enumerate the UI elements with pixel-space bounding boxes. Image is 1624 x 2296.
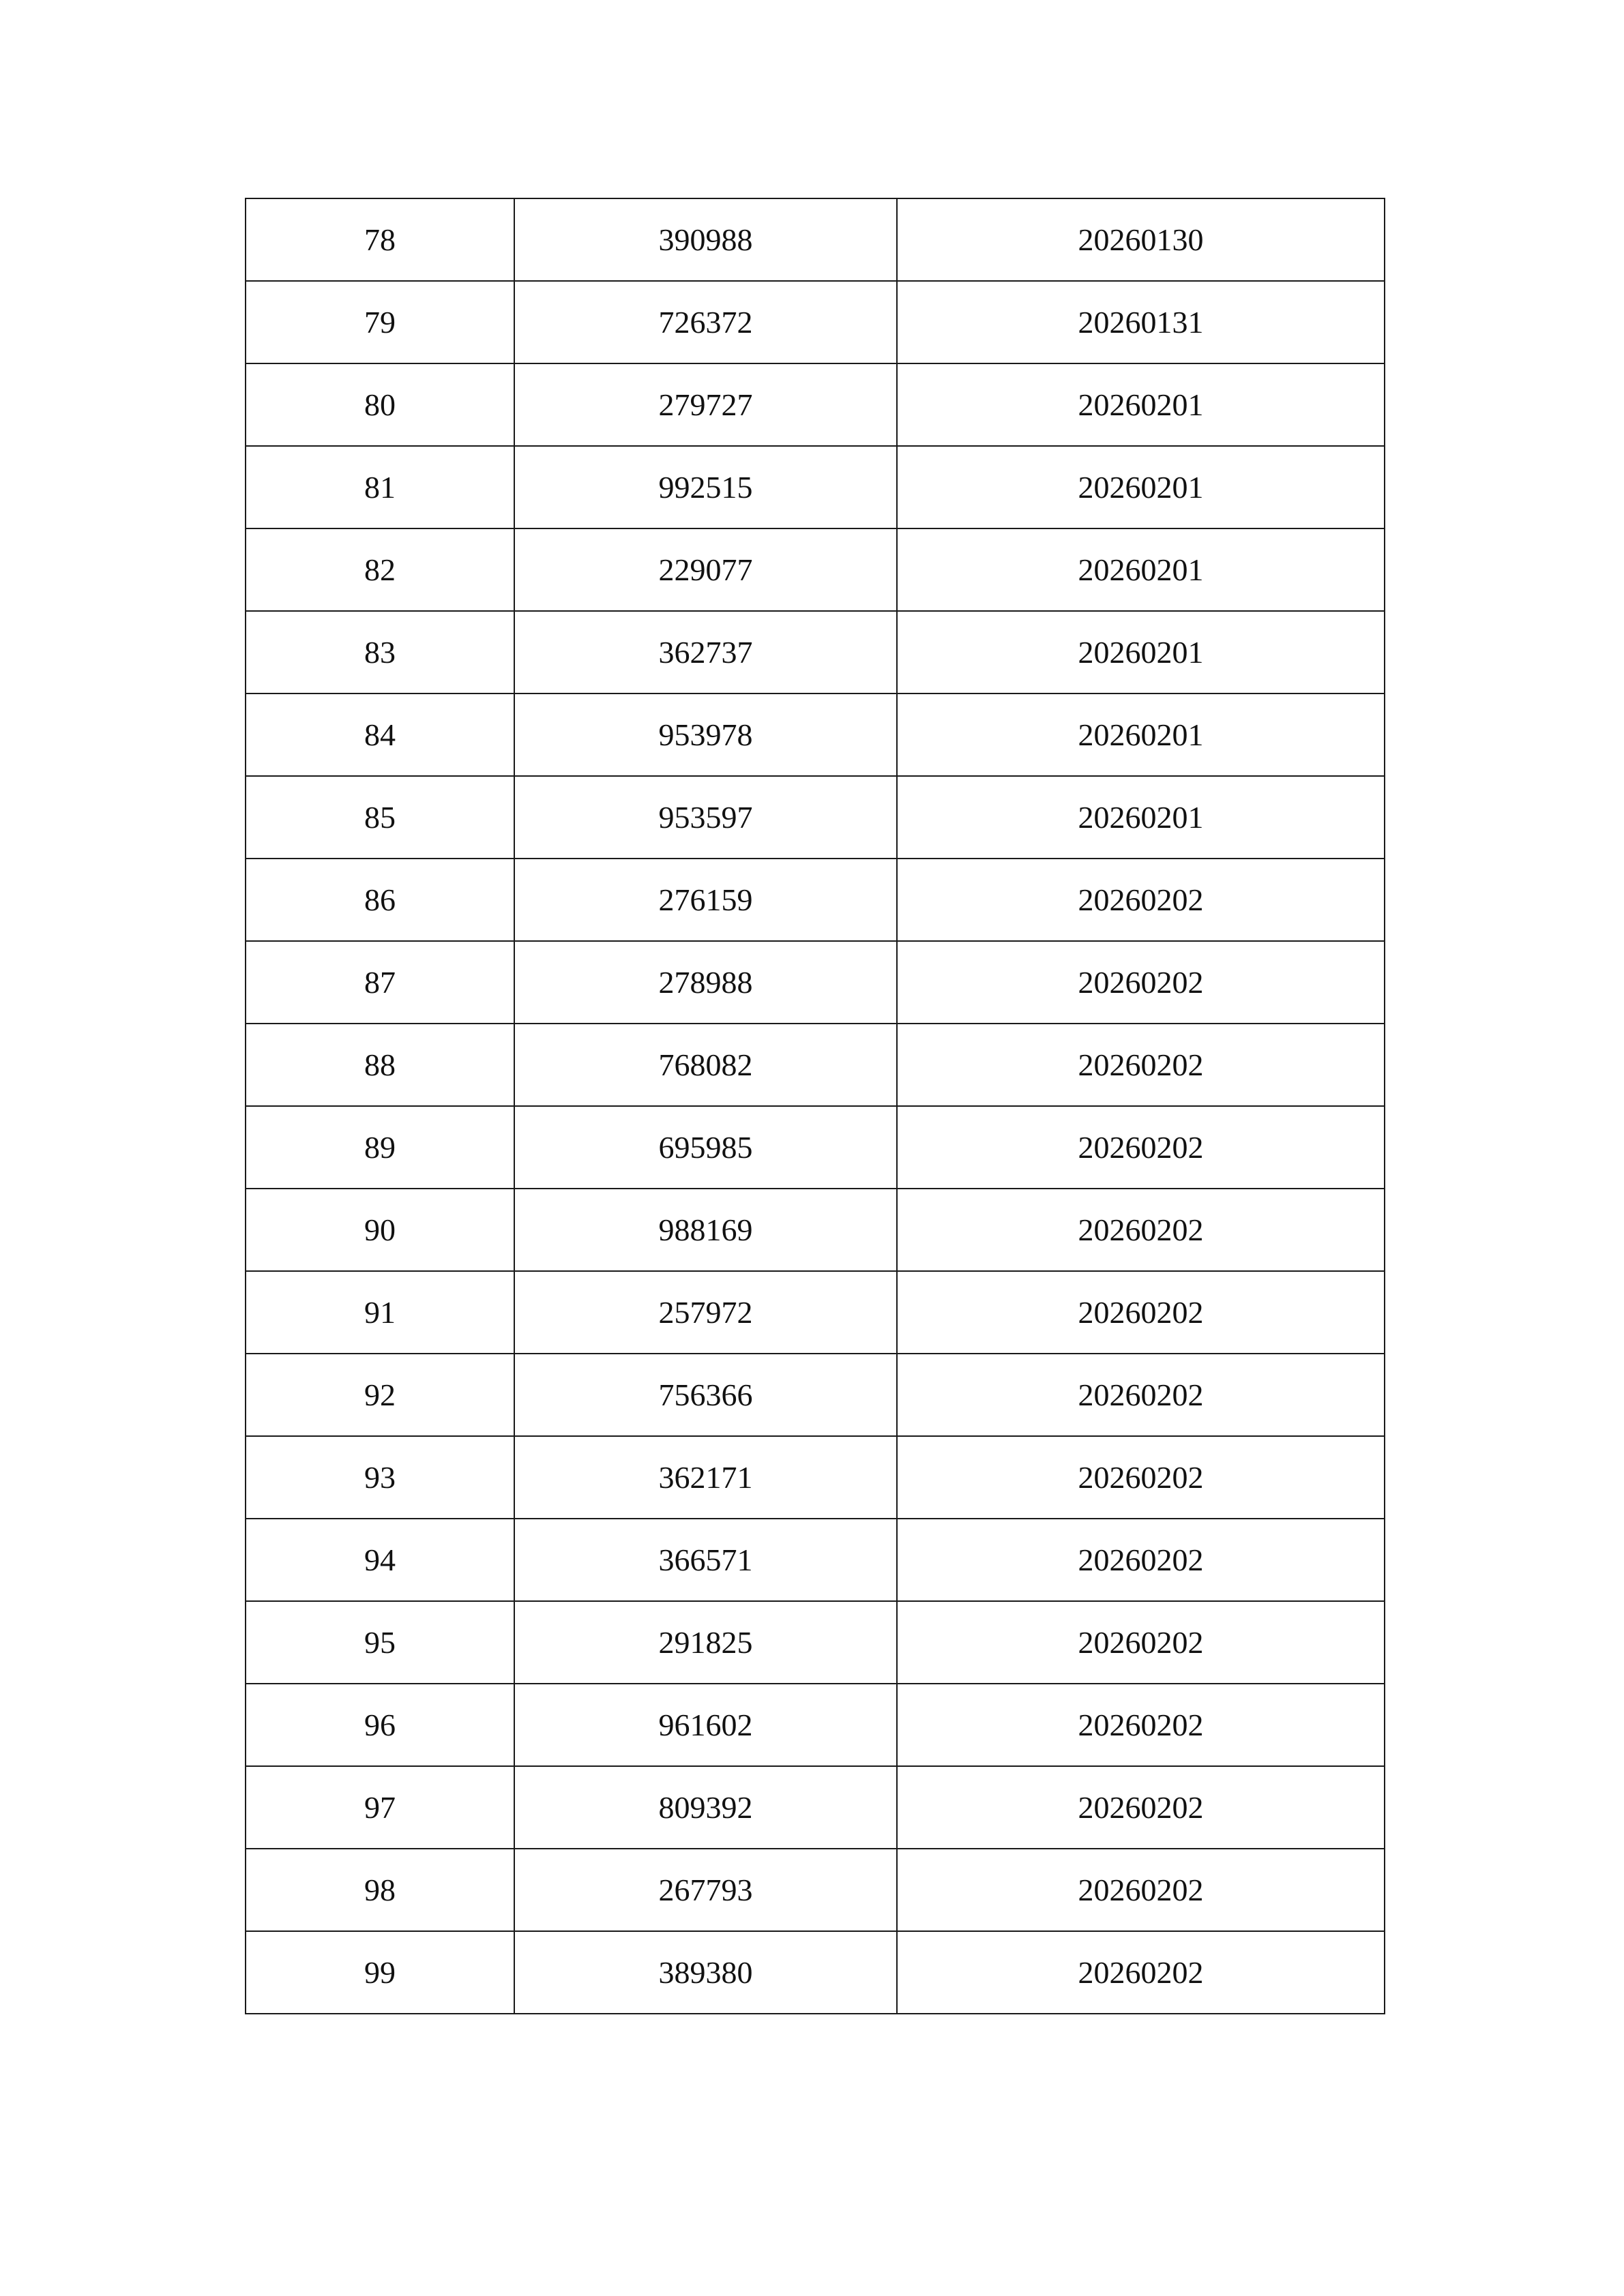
row-number-cell: 90 [246, 1189, 514, 1271]
code-cell: 695985 [514, 1106, 897, 1189]
date-cell: 20260202 [897, 1354, 1385, 1436]
row-number-cell: 89 [246, 1106, 514, 1189]
code-cell: 390988 [514, 198, 897, 281]
date-cell: 20260130 [897, 198, 1385, 281]
table-row [246, 198, 1385, 281]
row-number-cell: 87 [246, 941, 514, 1024]
row-number-cell: 99 [246, 1931, 514, 2014]
code-cell: 756366 [514, 1354, 897, 1436]
date-cell: 20260202 [897, 1849, 1385, 1931]
table-row [246, 859, 1385, 941]
table-row [246, 941, 1385, 1024]
table-row [246, 694, 1385, 776]
table-row [246, 528, 1385, 611]
row-number-cell: 94 [246, 1519, 514, 1601]
code-cell: 768082 [514, 1024, 897, 1106]
date-cell: 20260201 [897, 611, 1385, 694]
row-number-cell: 86 [246, 859, 514, 941]
date-cell: 20260202 [897, 1271, 1385, 1354]
row-number-cell: 83 [246, 611, 514, 694]
code-cell: 229077 [514, 528, 897, 611]
code-cell: 809392 [514, 1766, 897, 1849]
table-body [246, 198, 1385, 2014]
code-cell: 389380 [514, 1931, 897, 2014]
table-row [246, 1766, 1385, 1849]
table-row [246, 1106, 1385, 1189]
date-cell: 20260202 [897, 1189, 1385, 1271]
row-number-cell: 84 [246, 694, 514, 776]
row-number-cell: 79 [246, 281, 514, 363]
table-row [246, 1601, 1385, 1684]
code-cell: 726372 [514, 281, 897, 363]
code-cell: 276159 [514, 859, 897, 941]
table-row [246, 776, 1385, 859]
date-cell: 20260202 [897, 1766, 1385, 1849]
code-cell: 278988 [514, 941, 897, 1024]
row-number-cell: 92 [246, 1354, 514, 1436]
date-cell: 20260201 [897, 446, 1385, 528]
date-cell: 20260202 [897, 1931, 1385, 2014]
code-cell: 291825 [514, 1601, 897, 1684]
table-row [246, 1519, 1385, 1601]
table-row [246, 611, 1385, 694]
table-row [246, 1189, 1385, 1271]
date-cell: 20260201 [897, 363, 1385, 446]
date-cell: 20260202 [897, 1684, 1385, 1766]
code-cell: 988169 [514, 1189, 897, 1271]
code-cell: 366571 [514, 1519, 897, 1601]
table-row [246, 446, 1385, 528]
table-row [246, 1354, 1385, 1436]
code-cell: 279727 [514, 363, 897, 446]
table-row [246, 1849, 1385, 1931]
table-row [246, 1024, 1385, 1106]
table-row [246, 1931, 1385, 2014]
date-cell: 20260202 [897, 1024, 1385, 1106]
code-cell: 953597 [514, 776, 897, 859]
row-number-cell: 97 [246, 1766, 514, 1849]
row-number-cell: 80 [246, 363, 514, 446]
date-cell: 20260131 [897, 281, 1385, 363]
row-number-cell: 98 [246, 1849, 514, 1931]
date-cell: 20260201 [897, 776, 1385, 859]
table-row [246, 363, 1385, 446]
date-cell: 20260202 [897, 1601, 1385, 1684]
table-row [246, 281, 1385, 363]
date-cell: 20260202 [897, 1436, 1385, 1519]
row-number-cell: 82 [246, 528, 514, 611]
data-table [245, 198, 1385, 2014]
code-cell: 992515 [514, 446, 897, 528]
date-cell: 20260201 [897, 528, 1385, 611]
table-row [246, 1271, 1385, 1354]
date-cell: 20260202 [897, 1106, 1385, 1189]
code-cell: 362171 [514, 1436, 897, 1519]
date-cell: 20260201 [897, 694, 1385, 776]
date-cell: 20260202 [897, 941, 1385, 1024]
table-row [246, 1684, 1385, 1766]
row-number-cell: 88 [246, 1024, 514, 1106]
row-number-cell: 81 [246, 446, 514, 528]
code-cell: 267793 [514, 1849, 897, 1931]
date-cell: 20260202 [897, 859, 1385, 941]
code-cell: 362737 [514, 611, 897, 694]
date-cell: 20260202 [897, 1519, 1385, 1601]
row-number-cell: 85 [246, 776, 514, 859]
code-cell: 953978 [514, 694, 897, 776]
row-number-cell: 95 [246, 1601, 514, 1684]
row-number-cell: 91 [246, 1271, 514, 1354]
row-number-cell: 78 [246, 198, 514, 281]
row-number-cell: 93 [246, 1436, 514, 1519]
table-row [246, 1436, 1385, 1519]
row-number-cell: 96 [246, 1684, 514, 1766]
code-cell: 257972 [514, 1271, 897, 1354]
code-cell: 961602 [514, 1684, 897, 1766]
